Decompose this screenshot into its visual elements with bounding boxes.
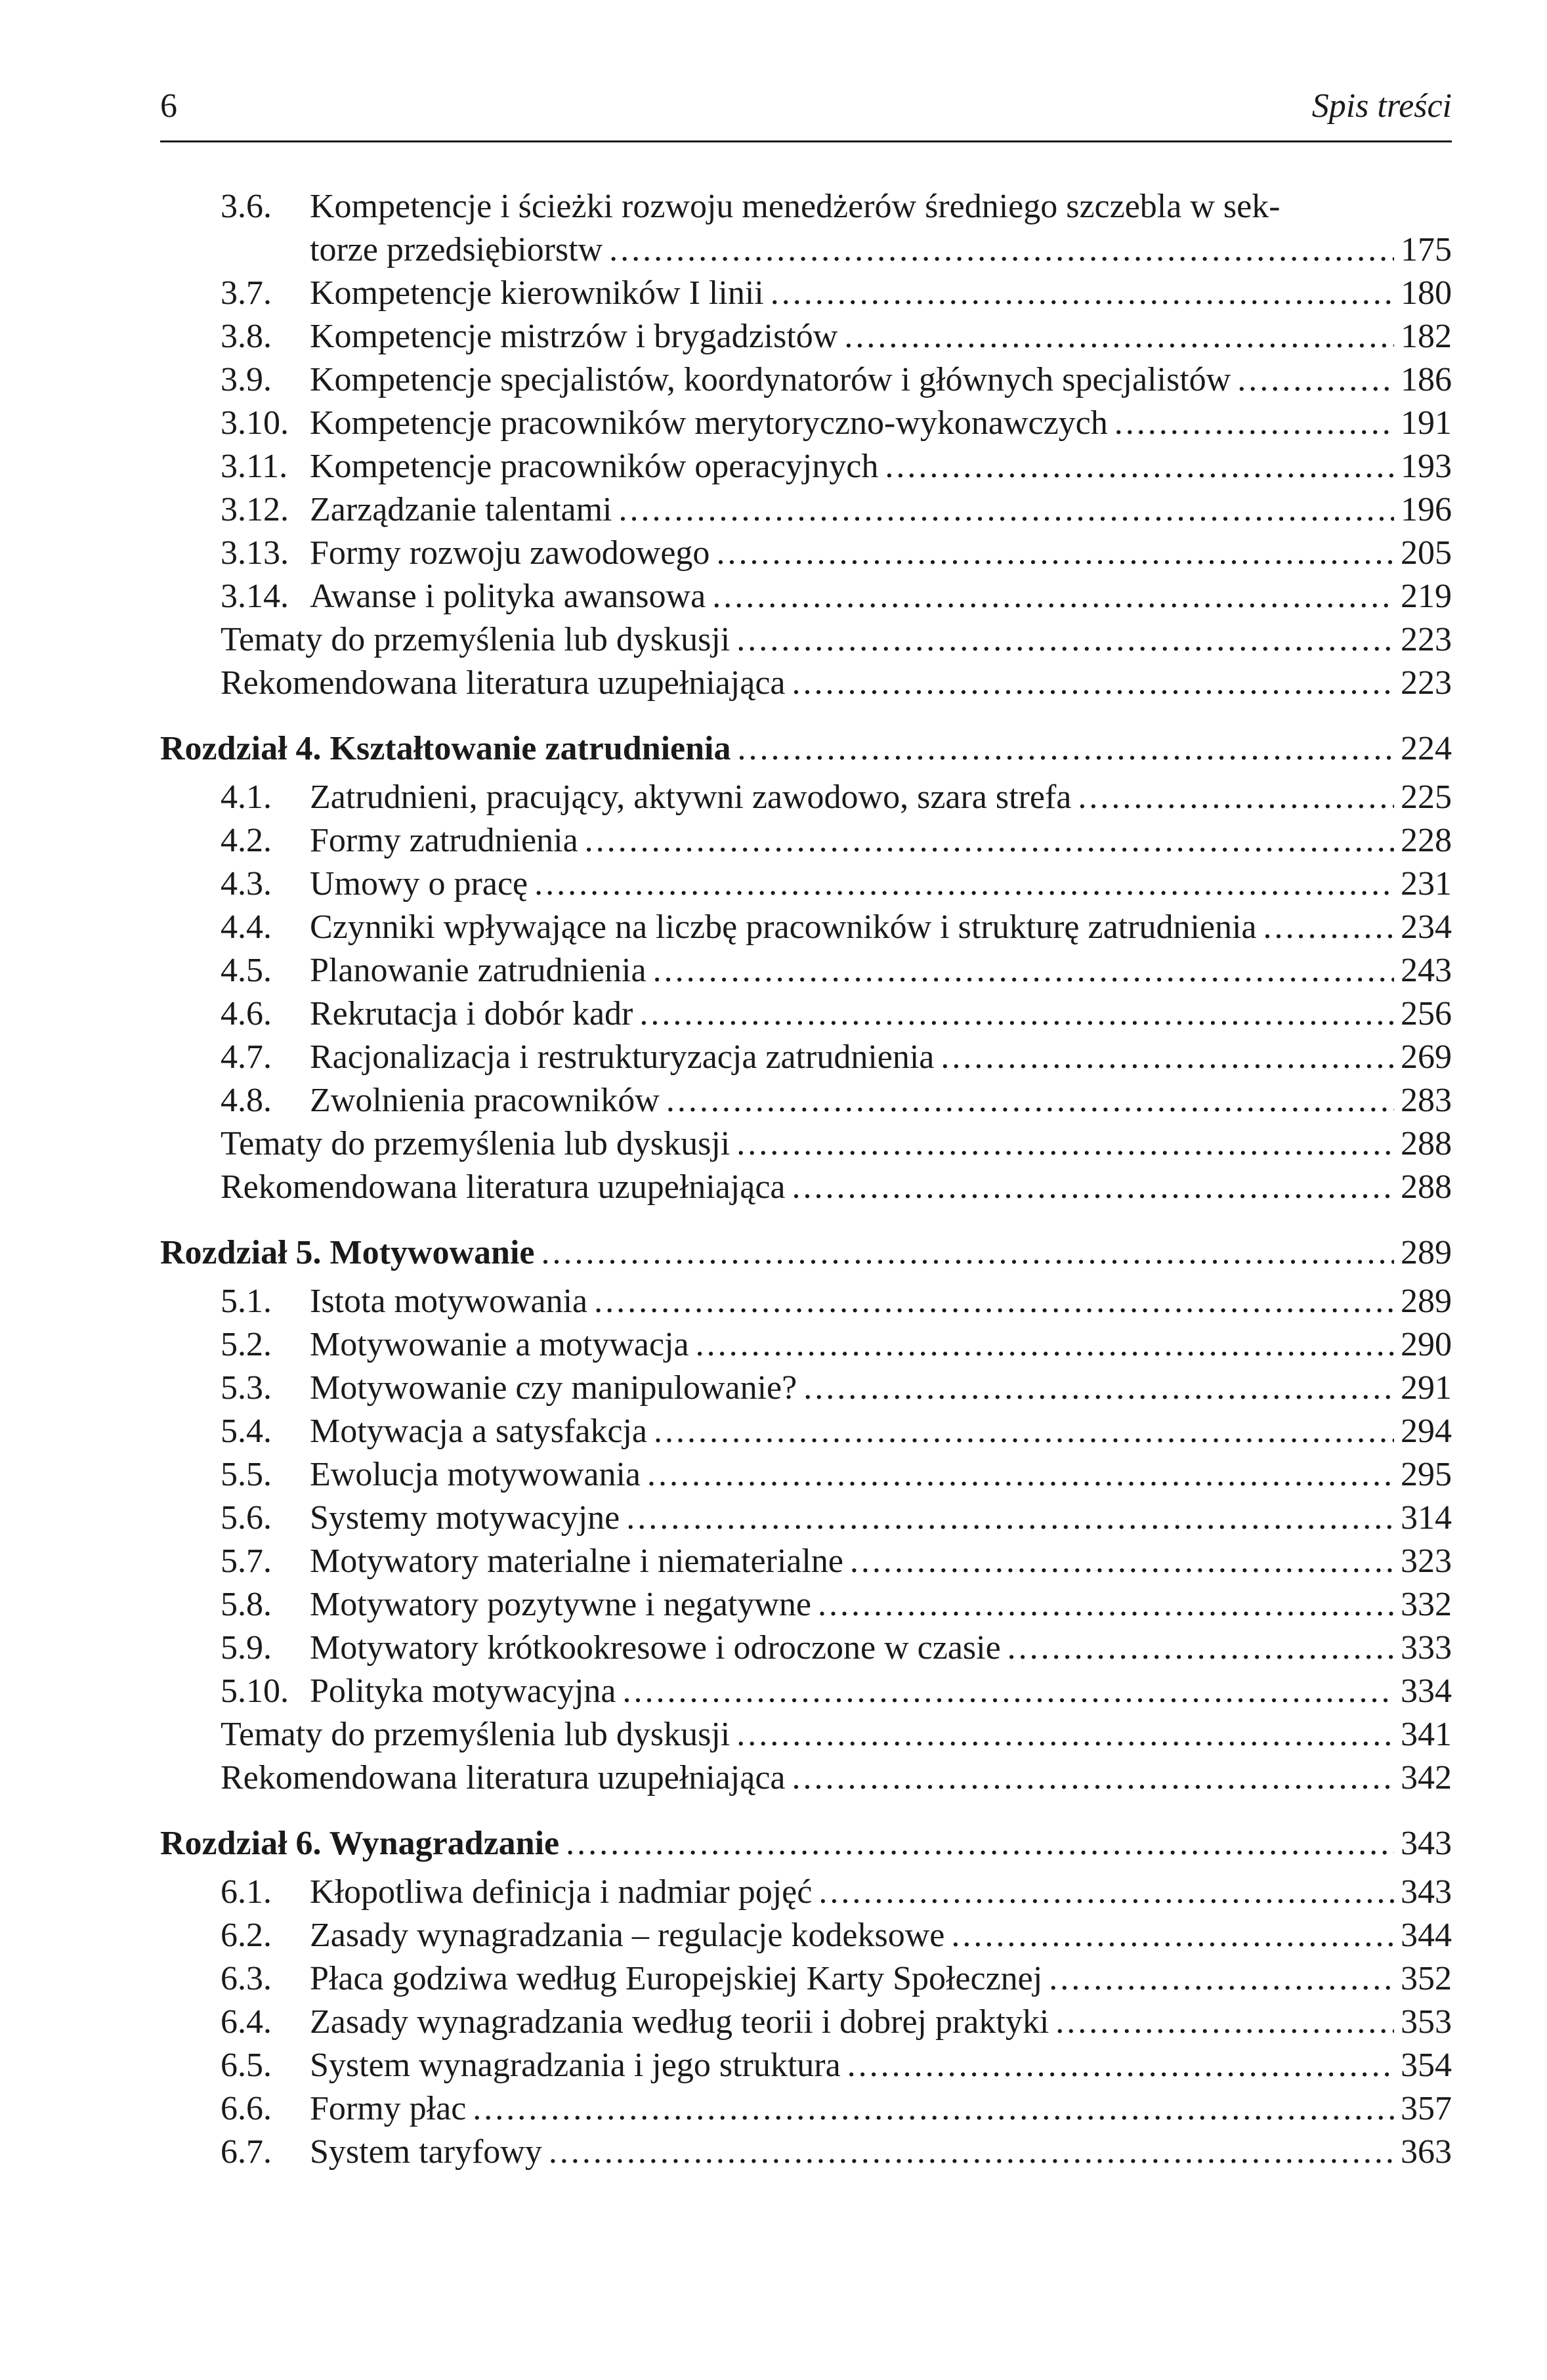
- toc-entry: [160, 776, 1452, 819]
- toc-entry: [160, 445, 1452, 488]
- toc-entry-number: 4.6.: [221, 995, 272, 1032]
- toc-entry: [160, 1497, 1452, 1540]
- toc-entry-number: 6.1.: [221, 1873, 272, 1911]
- toc-entry: [160, 1079, 1452, 1122]
- toc-entry-title: Kompetencje kierowników I linii: [310, 274, 764, 312]
- dot-leader: [792, 1166, 1395, 1209]
- toc-entry-line: [310, 315, 1452, 358]
- toc-page-number: 175: [1401, 231, 1452, 268]
- toc-entry-number: 5.5.: [221, 1456, 272, 1493]
- toc-entry-number: 4.2.: [221, 822, 272, 859]
- toc-entry-number: 3.8.: [221, 318, 272, 355]
- toc-entry-line: [310, 1280, 1452, 1323]
- toc-entry-line: [310, 358, 1452, 402]
- toc-entry: [160, 272, 1452, 315]
- toc-entry-title: Formy rozwoju zawodowego: [310, 534, 710, 572]
- dot-leader: [639, 992, 1394, 1036]
- toc-page-number: 353: [1401, 2003, 1452, 2041]
- dot-leader: [818, 1583, 1394, 1626]
- dot-leader: [585, 819, 1394, 862]
- toc-entry-title: Motywowanie a motywacja: [310, 1326, 689, 1363]
- toc-page-number: 205: [1401, 534, 1452, 572]
- toc-entry-line: [160, 1231, 1452, 1275]
- toc-page-number: 289: [1401, 1234, 1452, 1271]
- toc-entry-number: 3.13.: [221, 534, 289, 572]
- toc-entry-title: Awanse i polityka awansowa: [310, 578, 706, 615]
- toc-entry: [160, 402, 1452, 445]
- toc-entry: [160, 315, 1452, 358]
- toc-entry: [160, 1410, 1452, 1453]
- toc-entry-line: [310, 1871, 1452, 1914]
- dot-leader: [1114, 402, 1394, 445]
- toc-supplement-entry: [160, 618, 1452, 662]
- toc-page-number: 225: [1401, 778, 1452, 816]
- toc-entry-title: Umowy o pracę: [310, 865, 528, 903]
- toc-entry-line: [310, 1453, 1452, 1497]
- toc-entry-line: [310, 532, 1452, 575]
- toc-entry: [160, 906, 1452, 949]
- toc-entry: [160, 1453, 1452, 1497]
- toc-chapter-heading: [160, 1231, 1452, 1275]
- toc-page-number: 352: [1401, 1960, 1452, 1997]
- toc-entry-line: [310, 1626, 1452, 1670]
- toc-entry-line: [310, 402, 1452, 445]
- toc-entry-line: [310, 1367, 1452, 1410]
- toc-page-number: 182: [1401, 318, 1452, 355]
- toc-page-number: 224: [1401, 730, 1452, 767]
- dot-leader: [622, 1670, 1394, 1713]
- toc-entry-title: Tematy do przemyślenia lub dyskusji: [221, 621, 731, 658]
- toc-page-number: 283: [1401, 1082, 1452, 1119]
- page-number: 6: [160, 87, 177, 125]
- toc-entry-title-line1: Kompetencje i ścieżki rozwoju menedżerów średniego szczebla w sek-: [310, 188, 1281, 225]
- toc-entry-number: 3.12.: [221, 491, 289, 528]
- toc-entry: [160, 1540, 1452, 1583]
- toc-entry-number: 5.6.: [221, 1499, 272, 1537]
- toc-entry-line: [221, 1713, 1452, 1756]
- toc-entry-number: 4.7.: [221, 1038, 272, 1076]
- toc-entry-title: Czynniki wpływające na liczbę pracowników i strukturę zatrudnienia: [310, 908, 1257, 946]
- toc-entry-title: Formy płac: [310, 2090, 467, 2127]
- toc-entry-line: [310, 1323, 1452, 1367]
- toc-entry-number: 6.3.: [221, 1960, 272, 1997]
- toc-entry-line: [310, 1410, 1452, 1453]
- toc-entry: [160, 358, 1452, 402]
- toc-entry-number: 4.5.: [221, 952, 272, 989]
- toc-entry-number: 5.9.: [221, 1629, 272, 1667]
- toc-entry-title: Rekomendowana literatura uzupełniająca: [221, 664, 786, 702]
- dot-leader: [618, 488, 1394, 532]
- toc-entry-title: Kompetencje mistrzów i brygadzistów: [310, 318, 838, 355]
- toc-entry: [160, 992, 1452, 1036]
- toc-page-number: 343: [1401, 1825, 1452, 1862]
- toc-page-number: 333: [1401, 1629, 1452, 1667]
- table-of-contents: [160, 185, 1452, 2174]
- toc-page-number: 354: [1401, 2047, 1452, 2084]
- toc-entry: [160, 1957, 1452, 2001]
- dot-leader: [473, 2087, 1394, 2131]
- toc-entry-title: Ewolucja motywowania: [310, 1456, 641, 1493]
- toc-entry-line: [310, 862, 1452, 906]
- toc-entry-title: Zatrudnieni, pracujący, aktywni zawodowo, szara strefa: [310, 778, 1072, 816]
- dot-leader: [1007, 1626, 1394, 1670]
- toc-entry-title: Motywatory pozytywne i negatywne: [310, 1586, 811, 1623]
- toc-entry-number: 4.3.: [221, 865, 272, 903]
- toc-entry: [160, 2044, 1452, 2087]
- toc-entry: [160, 862, 1452, 906]
- toc-entry-title: Motywatory materialne i niematerialne: [310, 1542, 843, 1580]
- toc-entry-line: [310, 776, 1452, 819]
- running-title: Spis treści: [1311, 87, 1452, 125]
- toc-page-number: 223: [1401, 621, 1452, 658]
- toc-entry-number: 3.7.: [221, 274, 272, 312]
- toc-entry-number: 5.7.: [221, 1542, 272, 1580]
- toc-entry-title: Tematy do przemyślenia lub dyskusji: [221, 1716, 731, 1753]
- toc-entry-title: Formy zatrudnienia: [310, 822, 578, 859]
- toc-page-number: 341: [1401, 1716, 1452, 1753]
- toc-page-number: 334: [1401, 1672, 1452, 1710]
- dot-leader: [885, 445, 1394, 488]
- toc-entry-number: 3.6.: [221, 188, 272, 225]
- toc-page-number: 342: [1401, 1759, 1452, 1796]
- toc-entry-line: [310, 1957, 1452, 2001]
- toc-entry-number: 4.4.: [221, 908, 272, 946]
- toc-entry: [160, 1036, 1452, 1079]
- toc-entry: [160, 1367, 1452, 1410]
- toc-entry: [160, 1280, 1452, 1323]
- dot-leader: [792, 662, 1395, 705]
- toc-page-number: 290: [1401, 1326, 1452, 1363]
- toc-chapter-heading: [160, 1822, 1452, 1865]
- toc-entry-title: Polityka motywacyjna: [310, 1672, 616, 1710]
- dot-leader: [792, 1756, 1395, 1800]
- toc-entry: [160, 2131, 1452, 2174]
- toc-entry-line: [310, 1079, 1452, 1122]
- toc-page-number: 193: [1401, 448, 1452, 485]
- toc-supplement-entry: [160, 1756, 1452, 1800]
- toc-entry-title: Rekrutacja i dobór kadr: [310, 995, 633, 1032]
- dot-leader: [803, 1367, 1394, 1410]
- toc-page-number: 314: [1401, 1499, 1452, 1537]
- toc-entry-title: Płaca godziwa według Europejskiej Karty Społecznej: [310, 1960, 1043, 1997]
- toc-entry-title: Kompetencje specjalistów, koordynatorów i głównych specjalistów: [310, 361, 1231, 398]
- toc-entry-line: [221, 1166, 1452, 1209]
- dot-leader: [1078, 776, 1394, 819]
- toc-entry-number: 6.7.: [221, 2133, 272, 2171]
- dot-leader: [696, 1323, 1394, 1367]
- toc-entry-number: 5.3.: [221, 1369, 272, 1407]
- toc-entry-number: 3.9.: [221, 361, 272, 398]
- toc-entry: [160, 185, 1452, 272]
- toc-entry: [160, 2001, 1452, 2044]
- dot-leader: [1237, 358, 1394, 402]
- toc-page-number: 269: [1401, 1038, 1452, 1076]
- toc-entry-title: Rozdział 4. Kształtowanie zatrudnienia: [160, 730, 731, 767]
- toc-entry-number: 5.8.: [221, 1586, 272, 1623]
- toc-page-number: 223: [1401, 664, 1452, 702]
- toc-entry: [160, 575, 1452, 618]
- toc-entry-line: [221, 618, 1452, 662]
- toc-entry-line: [310, 1914, 1452, 1957]
- toc-entry-line: [310, 272, 1452, 315]
- toc-entry-title: Rekomendowana literatura uzupełniająca: [221, 1168, 786, 1206]
- toc-entry-title: Motywacja a satysfakcja: [310, 1413, 648, 1450]
- toc-entry-line: [310, 992, 1452, 1036]
- toc-entry-title: torze przedsiębiorstw: [310, 231, 603, 268]
- toc-entry-title: Zasady wynagradzania – regulacje kodeksowe: [310, 1917, 945, 1954]
- toc-entry-line: [310, 2131, 1452, 2174]
- dot-leader: [738, 727, 1394, 771]
- toc-entry-number: 3.11.: [221, 448, 288, 485]
- toc-page-number: 288: [1401, 1168, 1452, 1206]
- dot-leader: [626, 1497, 1394, 1540]
- dot-leader: [951, 1914, 1394, 1957]
- dot-leader: [666, 1079, 1394, 1122]
- toc-entry-line: [221, 662, 1452, 705]
- toc-supplement-entry: [160, 1122, 1452, 1166]
- toc-entry-line: [310, 1540, 1452, 1583]
- toc-entry: [160, 1626, 1452, 1670]
- toc-entry-title: Rozdział 6. Wynagradzanie: [160, 1825, 560, 1862]
- dot-leader: [736, 1713, 1394, 1756]
- dot-leader: [716, 532, 1394, 575]
- toc-entry: [160, 532, 1452, 575]
- toc-entry-line: [310, 2001, 1452, 2044]
- toc-page-number: 363: [1401, 2133, 1452, 2171]
- dot-leader: [736, 1122, 1394, 1166]
- toc-entry-number: 3.14.: [221, 578, 289, 615]
- toc-entry-line: [310, 819, 1452, 862]
- toc-page-number: 186: [1401, 361, 1452, 398]
- toc-entry-line: [310, 575, 1452, 618]
- dot-leader: [594, 1280, 1394, 1323]
- toc-entry-line: [310, 949, 1452, 992]
- dot-leader: [654, 1410, 1394, 1453]
- toc-page-number: 291: [1401, 1369, 1452, 1407]
- toc-entry-line: [310, 1583, 1452, 1626]
- toc-entry-number: 3.10.: [221, 404, 289, 442]
- toc-entry-title: Racjonalizacja i restrukturyzacja zatrudnienia: [310, 1038, 935, 1076]
- dot-leader: [1055, 2001, 1394, 2044]
- toc-page-number: 243: [1401, 952, 1452, 989]
- toc-entry-title: Motywowanie czy manipulowanie?: [310, 1369, 797, 1407]
- toc-entry-title: System wynagradzania i jego struktura: [310, 2047, 841, 2084]
- dot-leader: [818, 1871, 1394, 1914]
- dot-leader: [850, 1540, 1394, 1583]
- dot-leader: [941, 1036, 1394, 1079]
- toc-page-number: 344: [1401, 1917, 1452, 1954]
- toc-entry-line: [160, 1822, 1452, 1865]
- toc-entry-line: [310, 906, 1452, 949]
- toc-page-number: 357: [1401, 2090, 1452, 2127]
- dot-leader: [566, 1822, 1394, 1865]
- toc-page-number: 295: [1401, 1456, 1452, 1493]
- dot-leader: [847, 2044, 1394, 2087]
- toc-entry-line: [310, 2087, 1452, 2131]
- toc-entry-title: Motywatory krótkookresowe i odroczone w czasie: [310, 1629, 1001, 1667]
- toc-entry-title: Zarządzanie talentami: [310, 491, 612, 528]
- toc-page-number: 191: [1401, 404, 1452, 442]
- dot-leader: [771, 272, 1394, 315]
- toc-entry: [160, 819, 1452, 862]
- toc-page-number: 288: [1401, 1125, 1452, 1162]
- toc-entry-title: Rekomendowana literatura uzupełniająca: [221, 1759, 786, 1796]
- toc-entry-number: 5.4.: [221, 1413, 272, 1450]
- toc-entry-line: [310, 1670, 1452, 1713]
- toc-entry: [160, 1914, 1452, 1957]
- toc-page-number: 196: [1401, 491, 1452, 528]
- toc-page-number: 289: [1401, 1283, 1452, 1320]
- toc-entry: [160, 1323, 1452, 1367]
- toc-page-number: 234: [1401, 908, 1452, 946]
- toc-entry-title: Rozdział 5. Motywowanie: [160, 1234, 535, 1271]
- toc-page-number: 231: [1401, 865, 1452, 903]
- toc-entry-number: 4.1.: [221, 778, 272, 816]
- toc-entry-number: 5.1.: [221, 1283, 272, 1320]
- toc-entry-line: [221, 1122, 1452, 1166]
- toc-entry-title: Zasady wynagradzania według teorii i dobrej praktyki: [310, 2003, 1049, 2041]
- toc-entry-title: Istota motywowania: [310, 1283, 588, 1320]
- toc-entry-number: 6.4.: [221, 2003, 272, 2041]
- toc-page-number: 343: [1401, 1873, 1452, 1911]
- toc-entry: [160, 488, 1452, 532]
- dot-leader: [653, 949, 1394, 992]
- toc-entry-line: [310, 228, 1452, 272]
- toc-supplement-entry: [160, 662, 1452, 705]
- toc-chapter-heading: [160, 727, 1452, 771]
- toc-page-number: 228: [1401, 822, 1452, 859]
- toc-entry-line: [310, 1036, 1452, 1079]
- toc-entry-number: 5.10.: [221, 1672, 289, 1710]
- dot-leader: [712, 575, 1394, 618]
- dot-leader: [647, 1453, 1394, 1497]
- toc-entry-line: [160, 727, 1452, 771]
- toc-entry-title: Kłopotliwa definicja i nadmiar pojęć: [310, 1873, 813, 1911]
- toc-page-number: 294: [1401, 1413, 1452, 1450]
- toc-entry: [160, 2087, 1452, 2131]
- toc-entry: [160, 1670, 1452, 1713]
- toc-entry-number: 6.6.: [221, 2090, 272, 2127]
- toc-entry: [160, 1583, 1452, 1626]
- toc-entry-title: Systemy motywacyjne: [310, 1499, 620, 1537]
- dot-leader: [534, 862, 1394, 906]
- toc-entry-line: [221, 1756, 1452, 1800]
- toc-entry-line: [310, 1497, 1452, 1540]
- toc-page-number: 332: [1401, 1586, 1452, 1623]
- toc-entry-number: 6.2.: [221, 1917, 272, 1954]
- toc-entry-title: Zwolnienia pracowników: [310, 1082, 660, 1119]
- toc-entry-line: [310, 2044, 1452, 2087]
- toc-entry-number: 6.5.: [221, 2047, 272, 2084]
- toc-entry-line: [310, 445, 1452, 488]
- dot-leader: [549, 2131, 1394, 2174]
- toc-entry: [160, 949, 1452, 992]
- toc-entry-number: 4.8.: [221, 1082, 272, 1119]
- toc-page-number: 219: [1401, 578, 1452, 615]
- dot-leader: [609, 228, 1394, 272]
- dot-leader: [1049, 1957, 1394, 2001]
- dot-leader: [541, 1231, 1394, 1275]
- page-header: [160, 77, 1452, 142]
- toc-page-number: 256: [1401, 995, 1452, 1032]
- toc-entry-line: [310, 488, 1452, 532]
- toc-page-number: 323: [1401, 1542, 1452, 1580]
- toc-supplement-entry: [160, 1166, 1452, 1209]
- toc-entry-number: 5.2.: [221, 1326, 272, 1363]
- toc-page-number: 180: [1401, 274, 1452, 312]
- toc-entry-title: Kompetencje pracowników operacyjnych: [310, 448, 879, 485]
- toc-supplement-entry: [160, 1713, 1452, 1756]
- toc-entry-title: Tematy do przemyślenia lub dyskusji: [221, 1125, 731, 1162]
- dot-leader: [736, 618, 1394, 662]
- toc-entry: [160, 1871, 1452, 1914]
- dot-leader: [844, 315, 1394, 358]
- toc-entry-title: Kompetencje pracowników merytoryczno-wykonawczych: [310, 404, 1108, 442]
- toc-entry-title: Planowanie zatrudnienia: [310, 952, 646, 989]
- toc-entry-title: System taryfowy: [310, 2133, 542, 2171]
- dot-leader: [1263, 906, 1395, 949]
